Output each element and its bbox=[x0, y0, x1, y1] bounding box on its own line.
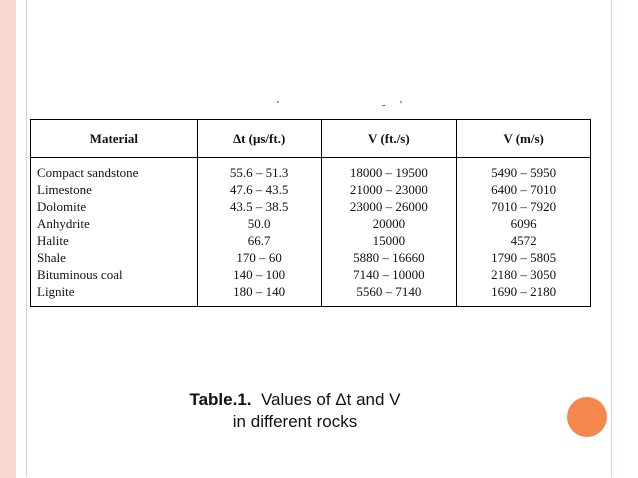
velocity-ft-cell: 20000 bbox=[321, 215, 457, 232]
delta-t-cell: 47.6 – 43.5 bbox=[197, 181, 321, 198]
velocity-m-cell: 1690 – 2180 bbox=[457, 283, 591, 307]
caption-text-1: Values of Δt and V bbox=[260, 390, 401, 409]
delta-t-cell: 140 – 100 bbox=[197, 266, 321, 283]
velocity-ft-cell: 5880 – 16660 bbox=[321, 249, 457, 266]
header-delta-t: Δt (μs/ft.) bbox=[197, 120, 321, 158]
delta-t-cell: 55.6 – 51.3 bbox=[197, 158, 321, 182]
delta-t-cell: 180 – 140 bbox=[197, 283, 321, 307]
header-velocity-m: V (m/s) bbox=[457, 120, 591, 158]
velocity-m-cell: 6096 bbox=[457, 215, 591, 232]
material-cell: Lignite bbox=[31, 283, 198, 307]
velocity-m-cell: 1790 – 5805 bbox=[457, 249, 591, 266]
header-velocity-ft: V (ft./s) bbox=[321, 120, 457, 158]
table-row bbox=[31, 198, 591, 215]
delta-t-cell: 50.0 bbox=[197, 215, 321, 232]
velocity-ft-cell: 21000 – 23000 bbox=[321, 181, 457, 198]
velocity-m-cell: 5490 – 5950 bbox=[457, 158, 591, 182]
decorative-circle bbox=[567, 397, 607, 437]
material-cell: Anhydrite bbox=[31, 215, 198, 232]
velocity-ft-cell: 7140 – 10000 bbox=[321, 266, 457, 283]
left-decorative-stripe bbox=[0, 0, 16, 478]
rock-velocity-table-image bbox=[30, 99, 591, 308]
rock-velocity-table bbox=[30, 119, 591, 307]
table-row bbox=[31, 266, 591, 283]
crop-marks: ' - ' bbox=[277, 99, 402, 111]
table-row bbox=[31, 283, 591, 307]
material-cell: Limestone bbox=[31, 181, 198, 198]
velocity-m-cell: 6400 – 7010 bbox=[457, 181, 591, 198]
caption-line-2: in different rocks bbox=[232, 412, 358, 431]
material-cell: Bituminous coal bbox=[31, 266, 198, 283]
table-row bbox=[31, 181, 591, 198]
velocity-ft-cell: 15000 bbox=[321, 232, 457, 249]
caption-line-1 bbox=[158, 389, 432, 411]
velocity-ft-cell: 23000 – 26000 bbox=[321, 198, 457, 215]
header-material: Material bbox=[31, 120, 198, 158]
table-row bbox=[31, 249, 591, 266]
table-caption bbox=[158, 389, 432, 433]
material-cell: Compact sandstone bbox=[31, 158, 198, 182]
velocity-m-cell: 4572 bbox=[457, 232, 591, 249]
delta-t-cell: 66.7 bbox=[197, 232, 321, 249]
material-cell: Halite bbox=[31, 232, 198, 249]
caption-label: Table.1. bbox=[189, 390, 252, 409]
material-cell: Shale bbox=[31, 249, 198, 266]
table-row bbox=[31, 158, 591, 182]
velocity-ft-cell: 5560 – 7140 bbox=[321, 283, 457, 307]
table-row bbox=[31, 215, 591, 232]
velocity-m-cell: 2180 – 3050 bbox=[457, 266, 591, 283]
table-header-row bbox=[31, 120, 591, 158]
delta-t-cell: 43.5 – 38.5 bbox=[197, 198, 321, 215]
material-cell: Dolomite bbox=[31, 198, 198, 215]
table-row bbox=[31, 232, 591, 249]
velocity-m-cell: 7010 – 7920 bbox=[457, 198, 591, 215]
velocity-ft-cell: 18000 – 19500 bbox=[321, 158, 457, 182]
delta-t-cell: 170 – 60 bbox=[197, 249, 321, 266]
